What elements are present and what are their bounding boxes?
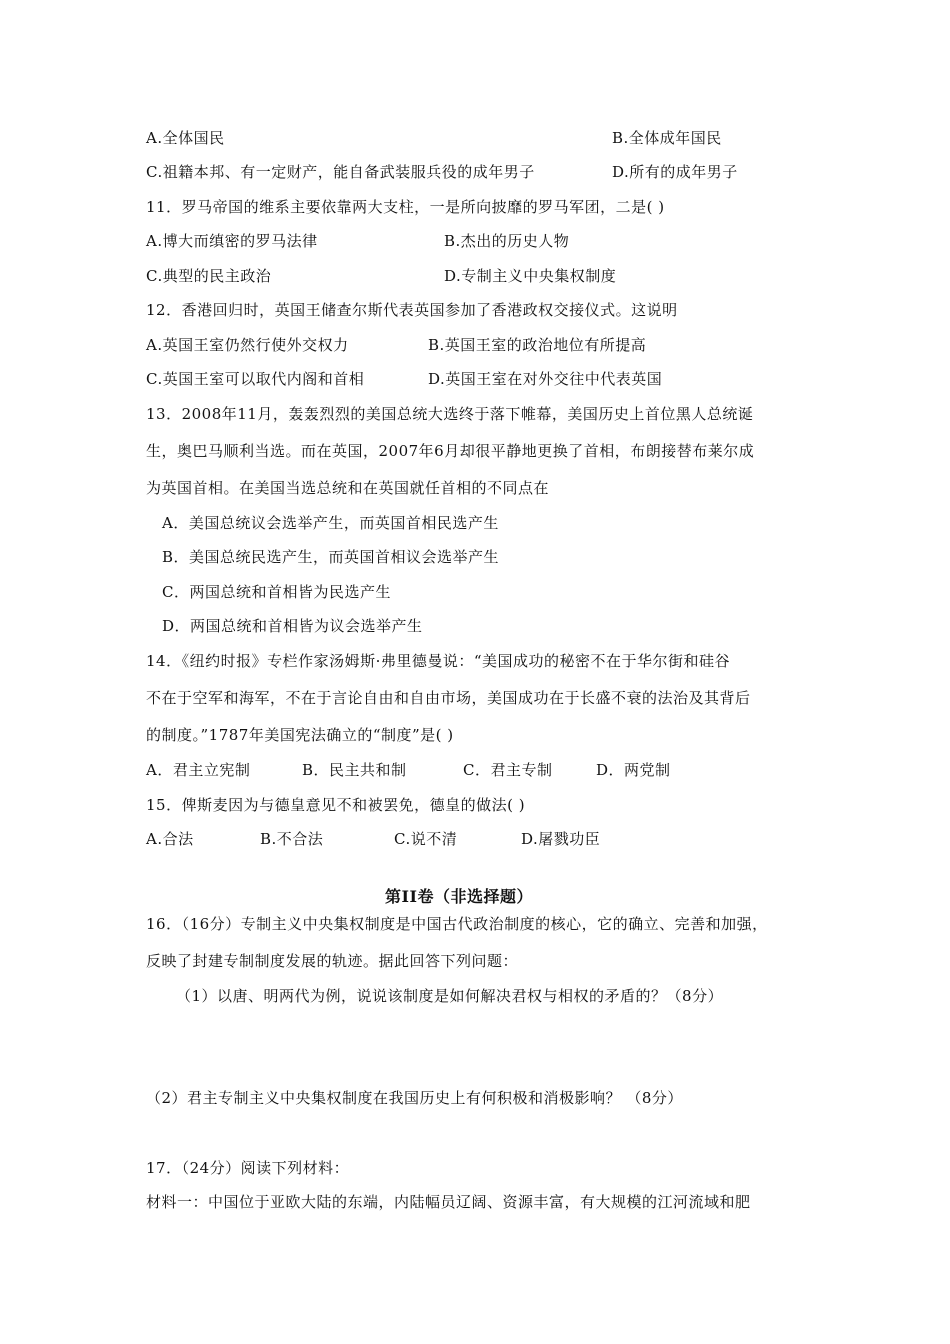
q12-option-b: B.英国王室的政治地位有所提高 <box>428 336 647 354</box>
q15-option-b: B.不合法 <box>260 830 324 848</box>
q13-option-d: D．两国总统和首相皆为议会选举产生 <box>162 617 423 635</box>
q10-option-c: C.祖籍本邦、有一定财产，能自备武装服兵役的成年男子 <box>146 163 535 181</box>
q13-option-a: A．美国总统议会选举产生，而英国首相民选产生 <box>162 514 499 532</box>
q11-option-b: B.杰出的历史人物 <box>444 232 570 250</box>
q11-option-c: C.典型的民主政治 <box>146 267 272 285</box>
q14-stem-line-2: 不在于空军和海军，不在于言论自由和自由市场，美国成功在于长盛不衰的法治及其背后 <box>146 689 751 707</box>
q14-option-d: D．两党制 <box>596 761 671 779</box>
q11-option-d: D.专制主义中央集权制度 <box>444 267 617 285</box>
q12-option-c: C.英国王室可以取代内阁和首相 <box>146 370 365 388</box>
q17-material-1: 材料一：中国位于亚欧大陆的东端，内陆幅员辽阔、资源丰富，有大规模的江河流域和肥 <box>146 1193 751 1211</box>
q15-option-d: D.屠戮功臣 <box>521 830 601 848</box>
q10-option-d: D.所有的成年男子 <box>612 163 738 181</box>
q13-option-b: B．美国总统民选产生，而英国首相议会选举产生 <box>162 548 500 566</box>
q13-stem-line-3: 为英国首相。在美国当选总统和在英国就任首相的不同点在 <box>146 479 550 497</box>
q11-stem: 11．罗马帝国的维系主要依靠两大支柱，一是所向披靡的罗马军团，二是( ) <box>146 198 665 216</box>
q15-option-a: A.合法 <box>146 830 194 848</box>
q14-option-b: B．民主共和制 <box>302 761 407 779</box>
q16-stem-line-1: 16．（16分）专制主义中央集权制度是中国古代政治制度的核心，它的确立、完善和加强， <box>146 915 768 933</box>
q16-stem-line-2: 反映了封建专制制度发展的轨迹。据此回答下列问题： <box>146 952 519 970</box>
q17-stem: 17．（24分）阅读下列材料： <box>146 1159 350 1177</box>
q14-option-a: A．君主立宪制 <box>146 761 251 779</box>
q13-stem-line-2: 生，奥巴马顺利当选。而在英国，2007年6月却很平静地更换了首相，布朗接替布莱尔成 <box>146 442 755 460</box>
q12-option-a: A.英国王室仍然行使外交权力 <box>146 336 349 354</box>
q13-stem-line-1: 13．2008年11月，轰轰烈烈的美国总统大选终于落下帷幕，美国历史上首位黑人总统诞 <box>146 405 754 423</box>
q16-subquestion-1: （1）以唐、明两代为例，说说该制度是如何解决君权与相权的矛盾的？（8分） <box>176 987 724 1005</box>
q11-option-a: A.博大而缜密的罗马法律 <box>146 232 318 250</box>
q12-stem: 12．香港回归时，英国王储查尔斯代表英国参加了香港政权交接仪式。这说明 <box>146 301 678 319</box>
q15-option-c: C.说不清 <box>394 830 458 848</box>
q15-stem: 15．俾斯麦因为与德皇意见不和被罢免，德皇的做法( ) <box>146 796 526 814</box>
q14-option-c: C．君主专制 <box>463 761 553 779</box>
q10-option-b: B.全体成年国民 <box>612 129 722 147</box>
section-2-title: 第II卷（非选择题） <box>385 887 533 906</box>
q14-stem-line-3: 的制度。”1787年美国宪法确立的“制度”是( ) <box>146 726 454 744</box>
q13-option-c: C．两国总统和首相皆为民选产生 <box>162 583 391 601</box>
q14-stem-line-1: 14．《纽约时报》专栏作家汤姆斯·弗里德曼说：“美国成功的秘密不在于华尔街和硅谷 <box>146 652 731 670</box>
q16-subquestion-2: （2）君主专制主义中央集权制度在我国历史上有何积极和消极影响？ （8分） <box>146 1089 683 1107</box>
q12-option-d: D.英国王室在对外交往中代表英国 <box>428 370 663 388</box>
q10-option-a: A.全体国民 <box>146 129 225 147</box>
